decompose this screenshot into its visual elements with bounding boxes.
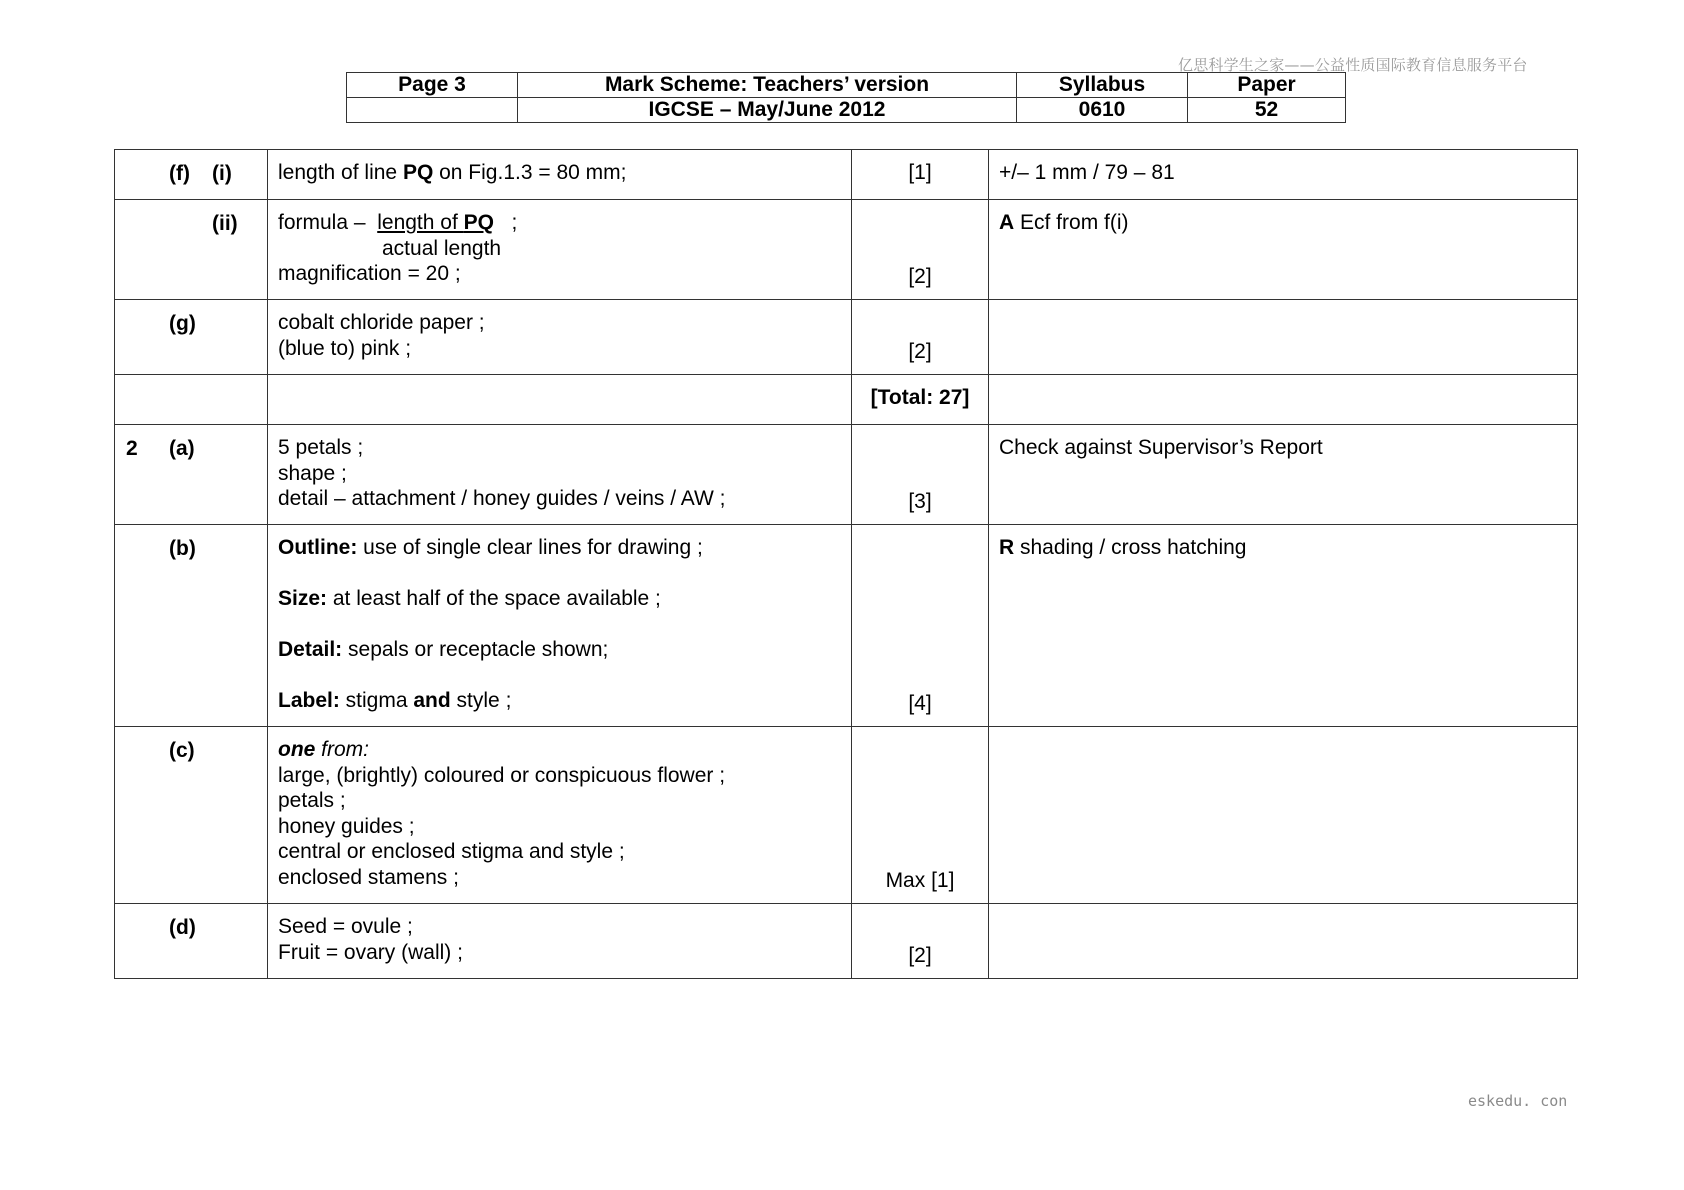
criterion-label: Size:: [278, 587, 328, 610]
answer-intro-bold: one: [278, 738, 316, 761]
answer-line: (blue to) pink ;: [278, 336, 412, 360]
table-row: [115, 525, 1578, 727]
answer-cell: [268, 200, 852, 300]
table-row: [115, 904, 1578, 979]
answer-line: cobalt chloride paper ;: [278, 311, 485, 334]
guidance-cell: [989, 525, 1578, 727]
question-subpart: (ii): [212, 212, 238, 235]
answer-line: Fruit = ovary (wall) ;: [278, 940, 463, 964]
watermark-top: 亿思科学生之家——公益性质国际教育信息服务平台: [1178, 56, 1528, 74]
question-part: (b): [169, 537, 196, 560]
question-part: (c): [169, 739, 195, 762]
question-part: (a): [169, 437, 195, 460]
question-cell: [115, 425, 268, 525]
answer-text: length of line: [278, 161, 403, 184]
mark-cell: [1]: [852, 150, 989, 200]
formula-numerator-text: length of: [377, 211, 464, 234]
syllabus-code: 0610: [1017, 98, 1188, 123]
answer-cell: [268, 375, 852, 425]
answer-line: shape ;: [278, 461, 347, 485]
formula-numerator-bold: PQ: [463, 211, 494, 234]
answer-cell: [268, 525, 852, 727]
syllabus-label: Syllabus: [1017, 73, 1188, 98]
question-cell: [115, 727, 268, 904]
table-row: [115, 425, 1578, 525]
mark-cell: [2]: [852, 300, 989, 375]
question-number: 2: [126, 437, 138, 460]
guidance-cell: [989, 200, 1578, 300]
guidance-text: shading / cross hatching: [1014, 536, 1247, 559]
paper-number: 52: [1188, 98, 1346, 123]
page-number: Page 3: [347, 73, 518, 98]
guidance-cell: [989, 300, 1578, 375]
table-row: [115, 727, 1578, 904]
table-row: [115, 150, 1578, 200]
criterion-text: sepals or receptacle shown;: [342, 638, 609, 661]
mark-cell: [4]: [852, 525, 989, 727]
formula-numerator: [377, 211, 494, 234]
question-subpart: (i): [212, 162, 232, 185]
guidance-bold: A: [999, 211, 1015, 234]
answer-line: 5 petals ;: [278, 436, 364, 459]
criterion-detail: [278, 637, 841, 663]
table-row: [115, 200, 1578, 300]
question-part: (d): [169, 916, 196, 939]
formula-line: [278, 210, 841, 236]
answer-cell: [268, 150, 852, 200]
criterion-text: stigma: [339, 689, 414, 712]
answer-cell: [268, 425, 852, 525]
criterion-label-item: [278, 688, 841, 714]
page-header-table: [346, 72, 1346, 123]
answer-line: enclosed stamens ;: [278, 865, 459, 889]
question-cell: [115, 150, 268, 200]
magnification-line: magnification = 20 ;: [278, 262, 461, 285]
question-cell: [115, 200, 268, 300]
header-blank-cell: [347, 98, 518, 123]
criterion-bold-word: and: [413, 689, 451, 712]
criterion-text: use of single clear lines for drawing ;: [357, 536, 703, 559]
table-row: [115, 300, 1578, 375]
criterion-label: Detail:: [278, 638, 343, 661]
paper-label: Paper: [1188, 73, 1346, 98]
mark-cell: [2]: [852, 200, 989, 300]
answer-cell: [268, 904, 852, 979]
answer-cell: [268, 727, 852, 904]
answer-bold-text: PQ: [402, 161, 434, 184]
question-part: (f): [169, 162, 190, 185]
mark-scheme-table: [114, 149, 1578, 979]
criterion-label: Label:: [278, 689, 340, 712]
answer-line: large, (brightly) coloured or conspicuous flower ;: [278, 763, 726, 787]
question-cell: [115, 300, 268, 375]
answer-text: on Fig.1.3 = 80 mm;: [433, 161, 627, 184]
guidance-bold: R: [999, 536, 1015, 559]
formula-denominator: actual length: [382, 236, 502, 260]
table-row: [115, 375, 1578, 425]
guidance-cell: [989, 375, 1578, 425]
criterion-outline: [278, 535, 841, 561]
criterion-text: style ;: [450, 689, 512, 712]
formula-label: formula –: [278, 211, 378, 234]
criterion-label: Outline:: [278, 536, 358, 559]
formula-end: ;: [493, 211, 518, 234]
criterion-text: at least half of the space available ;: [327, 587, 661, 610]
answer-line: detail – attachment / honey guides / veins / AW ;: [278, 487, 726, 510]
guidance-cell: [989, 904, 1578, 979]
mark-cell: [3]: [852, 425, 989, 525]
answer-cell: [268, 300, 852, 375]
watermark-bottom: eskedu. con: [1468, 1092, 1568, 1110]
exam-session: IGCSE – May/June 2012: [518, 98, 1017, 123]
answer-line: central or enclosed stigma and style ;: [278, 840, 625, 863]
guidance-cell: +/– 1 mm / 79 – 81: [989, 150, 1578, 200]
total-mark-cell: [Total: 27]: [852, 375, 989, 425]
guidance-cell: Check against Supervisor’s Report: [989, 425, 1578, 525]
question-cell: [115, 375, 268, 425]
criterion-size: [278, 586, 841, 612]
guidance-text: Ecf from f(i): [1014, 211, 1129, 234]
question-part: (g): [169, 312, 196, 335]
mark-cell: Max [1]: [852, 727, 989, 904]
answer-line: petals ;: [278, 789, 346, 812]
document-title: Mark Scheme: Teachers’ version: [518, 73, 1017, 98]
mark-cell: [2]: [852, 904, 989, 979]
answer-line: Seed = ovule ;: [278, 915, 413, 938]
answer-intro-text: from:: [315, 738, 370, 761]
answer-line: honey guides ;: [278, 814, 415, 838]
guidance-cell: [989, 727, 1578, 904]
question-cell: [115, 904, 268, 979]
answer-intro: [278, 737, 841, 763]
question-cell: [115, 525, 268, 727]
